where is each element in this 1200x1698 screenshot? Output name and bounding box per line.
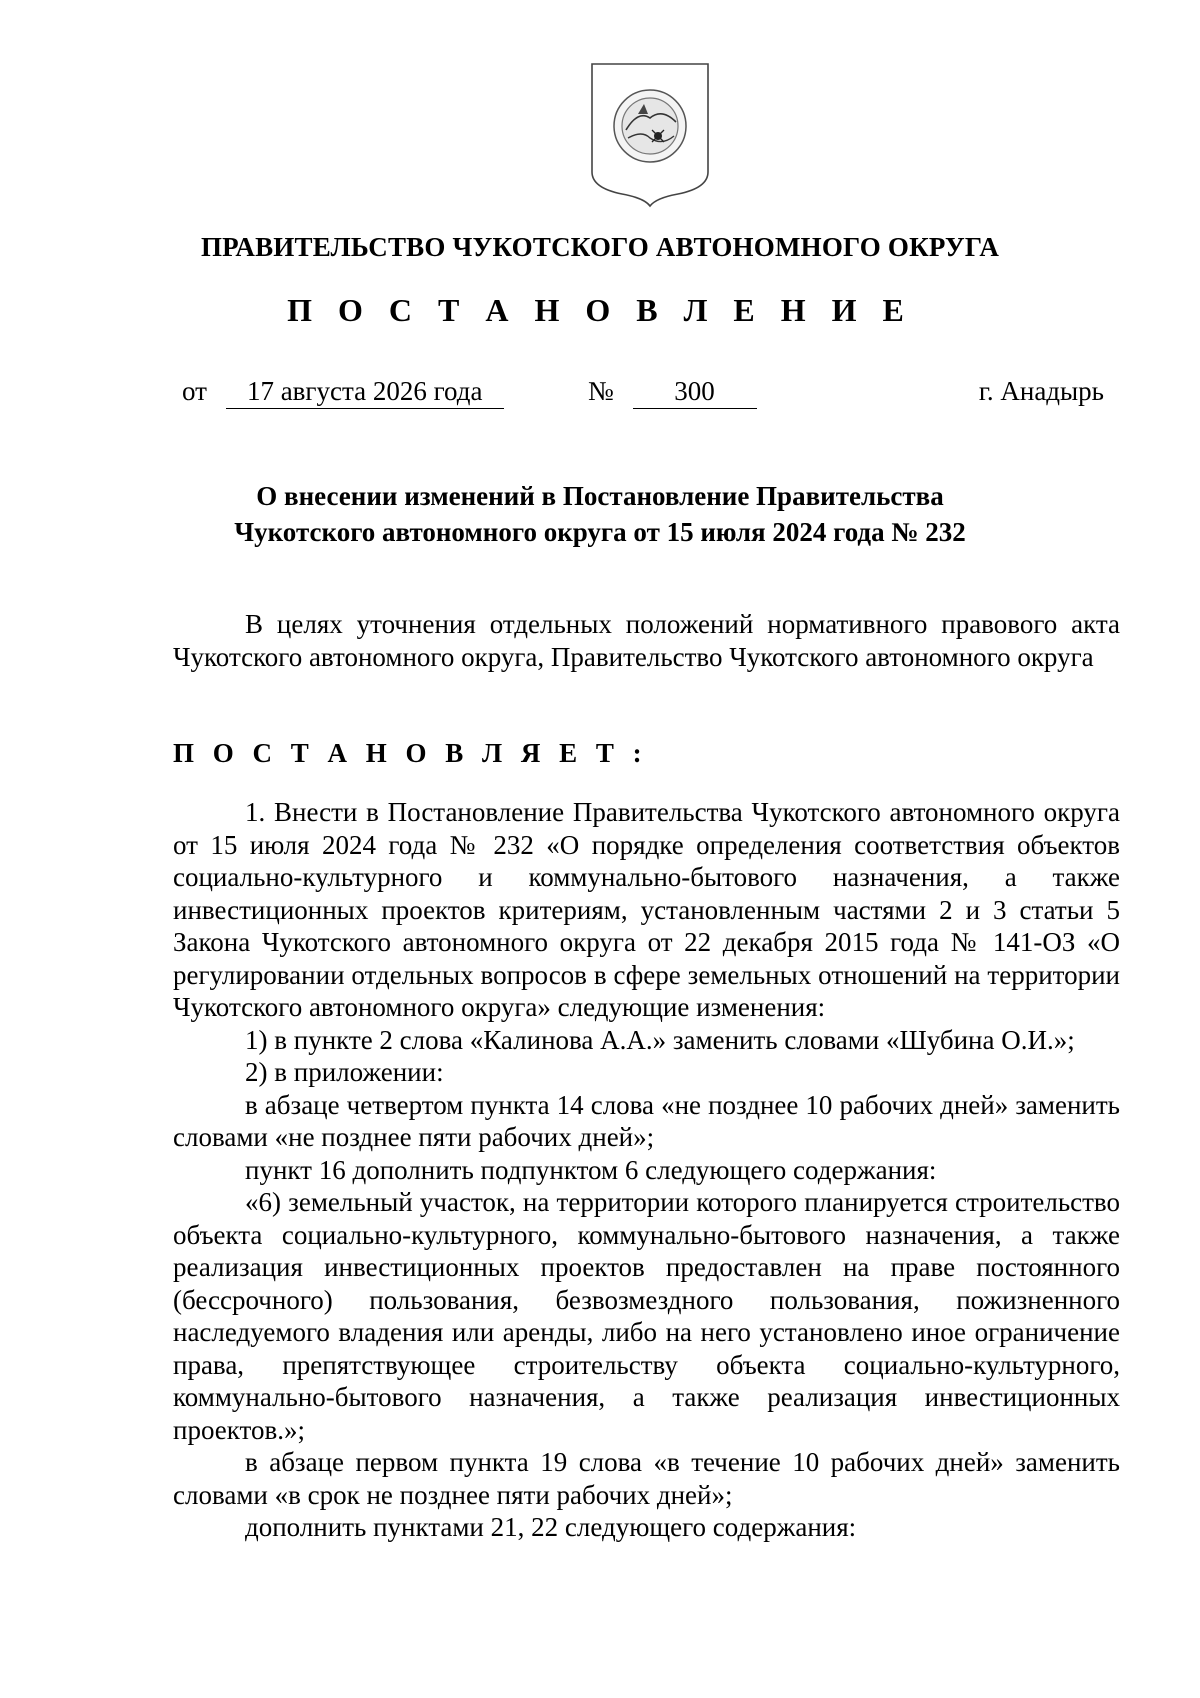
paragraph: в абзаце первом пункта 19 слова «в течение 10 рабочих дней» заменить словами «в срок не позднее пяти рабочих дней»; (173, 1447, 1120, 1510)
city: г. Анадырь (978, 376, 1104, 406)
preamble (173, 608, 1120, 673)
document-number: 300 (633, 374, 757, 409)
decree-word: П О С Т А Н О В Л Я Е Т : (173, 738, 648, 768)
number-line (588, 374, 757, 414)
paragraph: 1) в пункте 2 слова «Калинова А.А.» заменить словами «Шубина О.И.»; (245, 1024, 1075, 1055)
organization-name: ПРАВИТЕЛЬСТВО ЧУКОТСКОГО АВТОНОМНОГО ОКРУГА (200, 232, 1000, 262)
number-label: № (588, 376, 614, 406)
preamble-text: В целях уточнения отдельных положений нормативного правового акта Чукотского автономного округа, Правительство Чукотского автономного округа (173, 609, 1120, 672)
paragraph: в абзаце четвертом пункта 14 слова «не позднее 10 рабочих дней» заменить словами «не позднее пяти рабочих дней»; (173, 1089, 1120, 1152)
title-line-2: Чукотского автономного округа от 15 июля 2024 года № 232 (234, 517, 966, 547)
coat-of-arms-icon (586, 60, 714, 210)
paragraph: пункт 16 дополнить подпунктом 6 следующего содержания: (245, 1154, 937, 1185)
document-title (0, 478, 1200, 550)
paragraph: 1. Внести в Постановление Правительства Чукотского автономного округа от 15 июля 2024 года № 232 «О порядке определения соответствия объектов социально-культурного и коммунально-бытового назначения, а также инвестиционных проектов критериям, установленным частями 2 и 3 статьи 5 Закона Чукотского автономного округа от 22 декабря 2015 года № 141-ОЗ «О регулировании отдельных вопросов в сфере земельных отношений на территории Чукотского автономного округа» следующие изменения: (173, 797, 1120, 1022)
document-type: П О С Т А Н О В Л Е Н И Е (287, 292, 913, 328)
title-line-1: О внесении изменений в Постановление Правительства (256, 481, 944, 511)
decree-body (173, 796, 1120, 1544)
date-line (182, 374, 504, 414)
paragraph: дополнить пунктами 21, 22 следующего содержания: (245, 1512, 857, 1542)
from-label: от (182, 376, 207, 406)
document-date: 17 августа 2026 года (226, 374, 504, 409)
paragraph: 2) в приложении: (245, 1057, 444, 1087)
paragraph: «6) земельный участок, на территории которого планируется строительство объекта социально-культурного, коммунально-бытового назначения, а также реализация инвестиционных проектов предоставлен на праве постоянного (бессрочного) пользования, безвозмездного пользования, пожизненного наследуемого владения или аренды, либо на него установлено иное ограничение права, препятствующее строительству объекта социально-культурного, коммунально-бытового назначения, а также реализация инвестиционных проектов.»; (173, 1187, 1120, 1445)
